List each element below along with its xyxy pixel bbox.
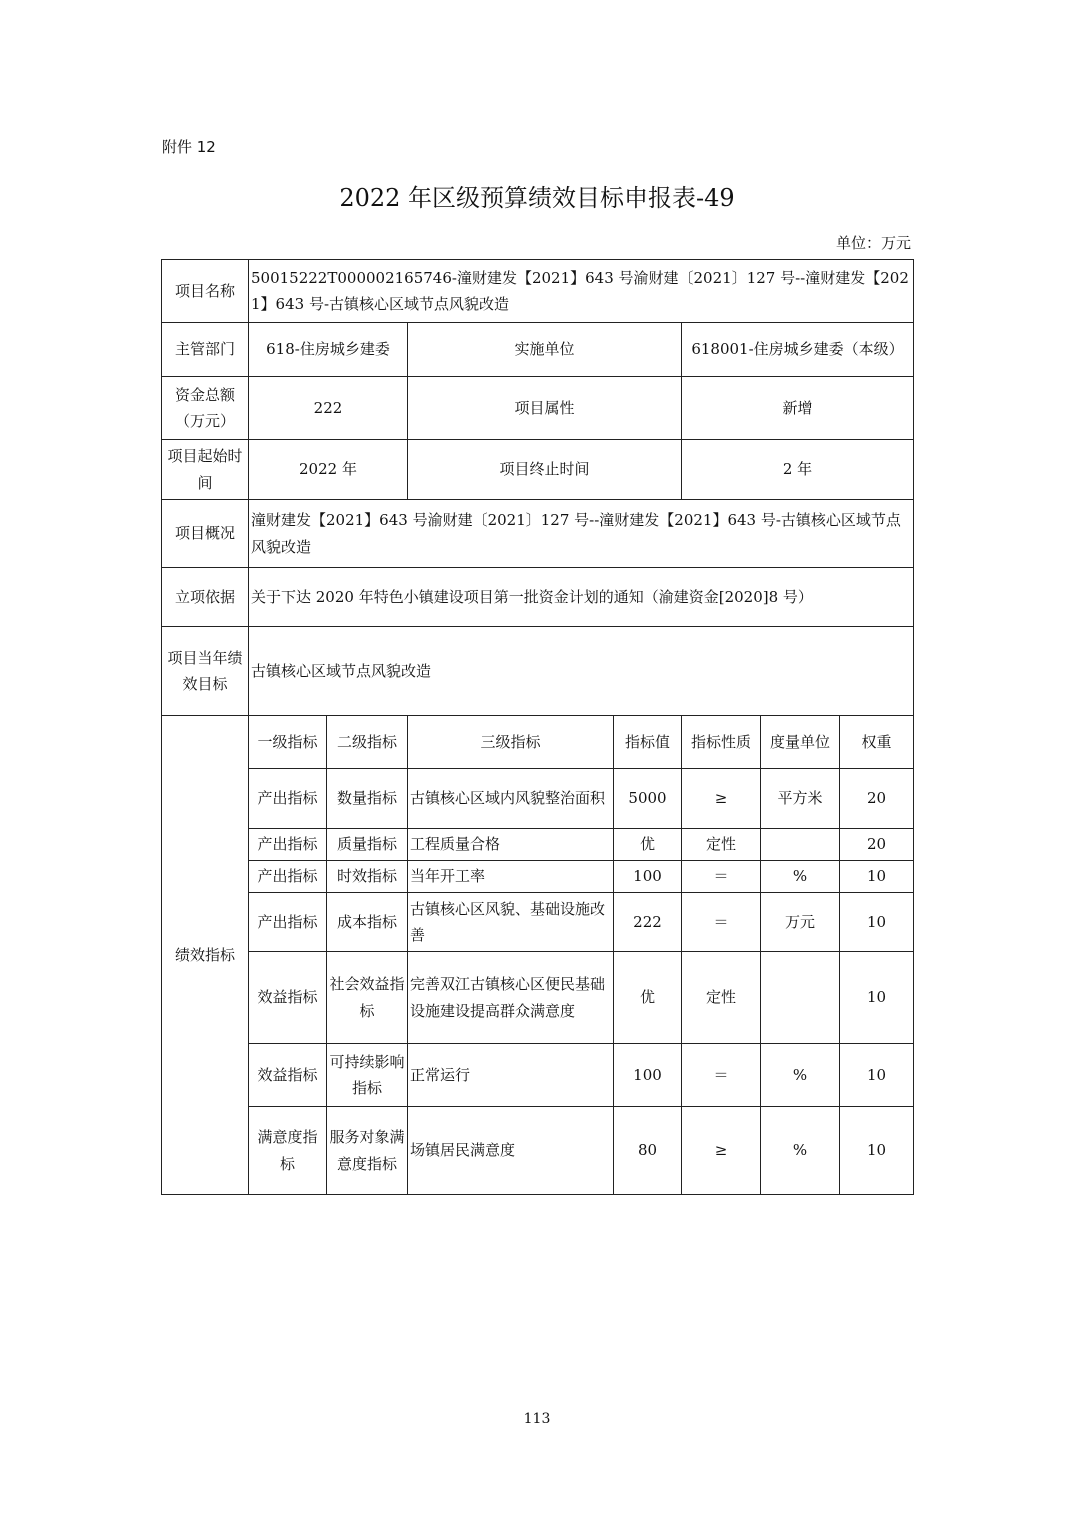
level1-cell: 产出指标	[249, 829, 327, 861]
fund-label: 资金总额（万元）	[162, 377, 249, 440]
level1-cell: 效益指标	[249, 1044, 327, 1107]
attr-value: 新增	[682, 377, 914, 440]
weight-cell: 10	[840, 861, 914, 893]
level1-cell: 产出指标	[249, 893, 327, 952]
level1-cell: 产出指标	[249, 861, 327, 893]
unit-cell	[761, 829, 840, 861]
indicators-section-label: 绩效指标	[162, 716, 249, 1195]
unit-cell: %	[761, 861, 840, 893]
header-l3: 三级指标	[408, 716, 614, 769]
level2-cell: 成本指标	[327, 893, 408, 952]
level1-cell: 满意度指标	[249, 1107, 327, 1195]
page-title: 2022 年区级预算绩效目标申报表-49	[339, 184, 735, 212]
start-label: 项目起始时间	[162, 440, 249, 500]
header-unit: 度量单位	[761, 716, 840, 769]
dept-value: 618-住房城乡建委	[249, 323, 408, 377]
value-cell: 5000	[614, 769, 682, 829]
basis-value: 关于下达 2020 年特色小镇建设项目第一批资金计划的通知（渝建资金[2020]8 号）	[249, 568, 914, 627]
table-row	[162, 769, 914, 829]
value-cell: 100	[614, 1044, 682, 1107]
row-basis	[162, 568, 914, 627]
attachment-label: 附件 12	[162, 138, 216, 156]
table-row	[162, 829, 914, 861]
unit-cell: %	[761, 1044, 840, 1107]
header-value: 指标值	[614, 716, 682, 769]
nature-cell: 定性	[682, 829, 761, 861]
weight-cell: 10	[840, 952, 914, 1044]
nature-cell: ＝	[682, 1044, 761, 1107]
level2-cell: 服务对象满意度指标	[327, 1107, 408, 1195]
impl-label: 实施单位	[408, 323, 682, 377]
level3-cell: 古镇核心区风貌、基础设施改善	[408, 893, 614, 952]
level3-cell: 完善双江古镇核心区便民基础设施建设提高群众满意度	[408, 952, 614, 1044]
level3-cell: 正常运行	[408, 1044, 614, 1107]
table-row	[162, 893, 914, 952]
weight-cell: 10	[840, 1107, 914, 1195]
end-label: 项目终止时间	[408, 440, 682, 500]
row-project-name	[162, 260, 914, 323]
project-name-value: 50015222T000002165746-潼财建发【2021】643 号渝财建〔2021〕127 号--潼财建发【2021】643 号-古镇核心区域节点风貌改造	[249, 260, 914, 323]
header-nature: 指标性质	[682, 716, 761, 769]
level1-cell: 效益指标	[249, 952, 327, 1044]
level3-cell: 场镇居民满意度	[408, 1107, 614, 1195]
end-value: 2 年	[682, 440, 914, 500]
unit-cell: 平方米	[761, 769, 840, 829]
goal-value: 古镇核心区域节点风貌改造	[249, 627, 914, 716]
nature-cell: ＝	[682, 861, 761, 893]
unit-cell	[761, 952, 840, 1044]
row-overview	[162, 500, 914, 568]
level3-cell: 古镇核心区域内风貌整治面积	[408, 769, 614, 829]
table-row	[162, 1107, 914, 1195]
weight-cell: 20	[840, 769, 914, 829]
level2-cell: 数量指标	[327, 769, 408, 829]
value-cell: 222	[614, 893, 682, 952]
budget-performance-table	[161, 259, 914, 1195]
indicator-header-row	[162, 716, 914, 769]
value-cell: 优	[614, 952, 682, 1044]
unit-note: 单位：万元	[835, 234, 911, 252]
goal-label: 项目当年绩效目标	[162, 627, 249, 716]
attr-label: 项目属性	[408, 377, 682, 440]
weight-cell: 20	[840, 829, 914, 861]
row-department	[162, 323, 914, 377]
level3-cell: 当年开工率	[408, 861, 614, 893]
page-number: 113	[523, 1411, 551, 1427]
dept-label: 主管部门	[162, 323, 249, 377]
fund-value: 222	[249, 377, 408, 440]
value-cell: 80	[614, 1107, 682, 1195]
table-row	[162, 1044, 914, 1107]
basis-label: 立项依据	[162, 568, 249, 627]
level2-cell: 时效指标	[327, 861, 408, 893]
level2-cell: 质量指标	[327, 829, 408, 861]
overview-label: 项目概况	[162, 500, 249, 568]
nature-cell: ≥	[682, 1107, 761, 1195]
value-cell: 100	[614, 861, 682, 893]
start-value: 2022 年	[249, 440, 408, 500]
weight-cell: 10	[840, 893, 914, 952]
impl-value: 618001-住房城乡建委（本级）	[682, 323, 914, 377]
nature-cell: ≥	[682, 769, 761, 829]
table-row	[162, 952, 914, 1044]
project-name-label: 项目名称	[162, 260, 249, 323]
overview-value: 潼财建发【2021】643 号渝财建〔2021〕127 号--潼财建发【2021】643 号-古镇核心区域节点风貌改造	[249, 500, 914, 568]
row-dates	[162, 440, 914, 500]
value-cell: 优	[614, 829, 682, 861]
level2-cell: 可持续影响指标	[327, 1044, 408, 1107]
row-fund	[162, 377, 914, 440]
unit-cell: %	[761, 1107, 840, 1195]
unit-cell: 万元	[761, 893, 840, 952]
table-row	[162, 861, 914, 893]
nature-cell: ＝	[682, 893, 761, 952]
level2-cell: 社会效益指标	[327, 952, 408, 1044]
header-weight: 权重	[840, 716, 914, 769]
level3-cell: 工程质量合格	[408, 829, 614, 861]
weight-cell: 10	[840, 1044, 914, 1107]
row-goal	[162, 627, 914, 716]
header-l2: 二级指标	[327, 716, 408, 769]
level1-cell: 产出指标	[249, 769, 327, 829]
nature-cell: 定性	[682, 952, 761, 1044]
header-l1: 一级指标	[249, 716, 327, 769]
